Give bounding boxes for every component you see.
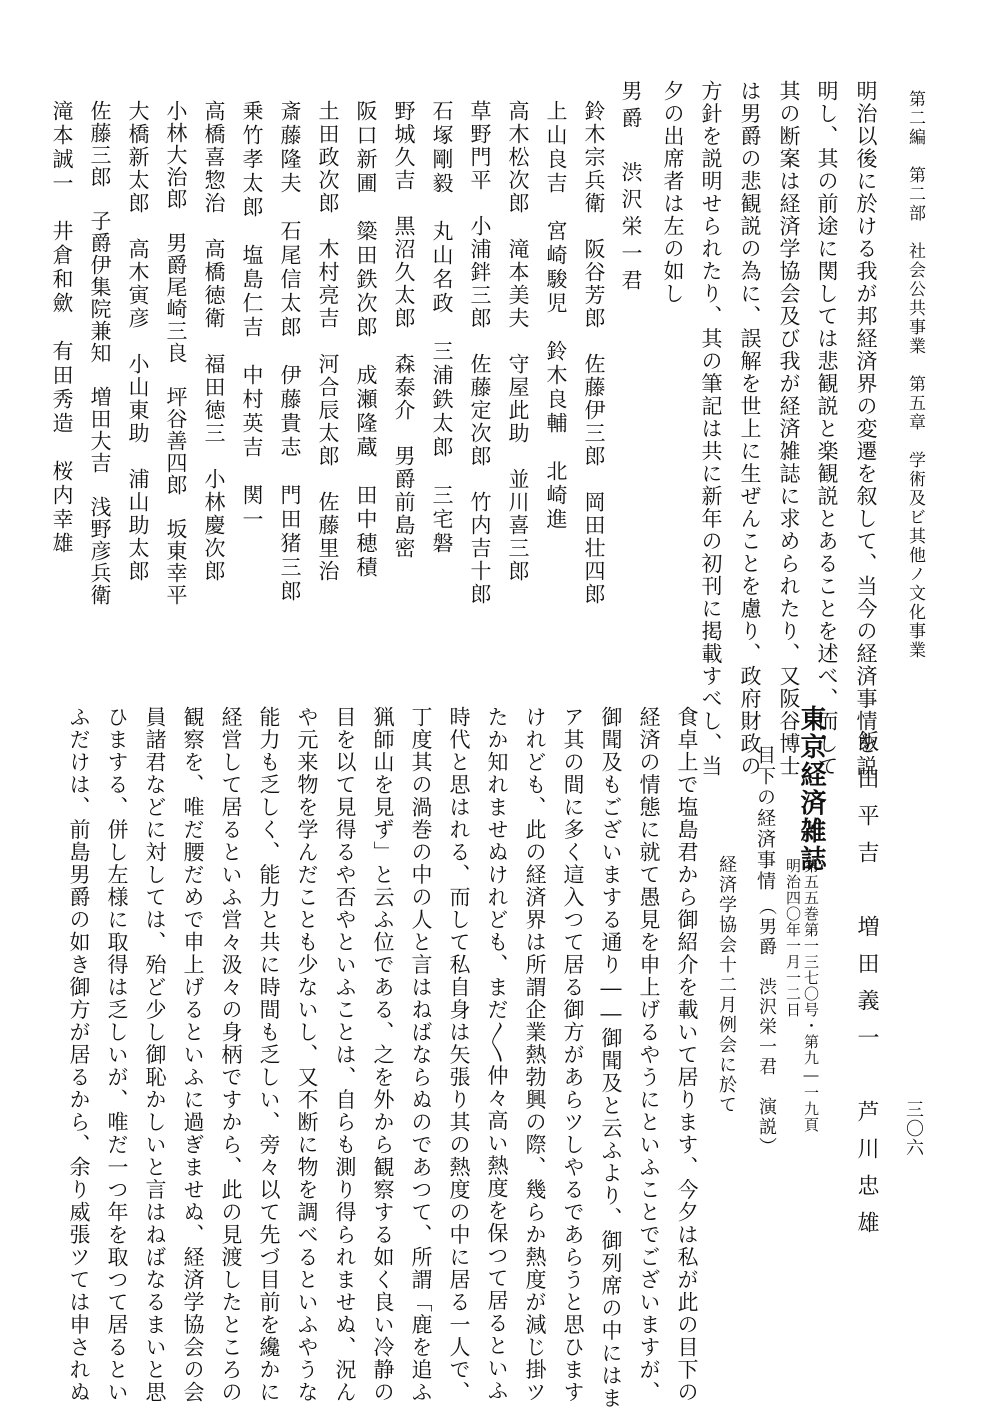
body-line: 猟師山を見ず」と云ふ位である、之を外から観察する如く良い冷静の xyxy=(371,706,395,1404)
attendee-column: 高木松次郎 滝本美夫 守屋此助 並川喜三郎 xyxy=(506,100,530,583)
page-number: 三〇六 xyxy=(903,1100,924,1157)
intro-line: 明治以後に於ける我が邦経済界の変遷を叙して、当今の経済事情を説 xyxy=(854,80,878,778)
attendee-column: 草野門平 小浦鉡三郎 佐藤定次郎 竹内吉十郎 xyxy=(468,100,492,606)
intro-line: 明し、其の前途に関しては悲観説と楽観説とあることを述べ、而して xyxy=(815,80,839,778)
body-line: けれども、此の経済界は所謂企業熱勃興の際、幾らか熱度が減じ掛ツ xyxy=(523,706,547,1404)
body-line: や元来物を学んだことも少ないし、又不断に物を調べるといふやうな xyxy=(295,706,319,1404)
body-line: 目を以て見得るや否やといふことは、自らも測り得られませぬ、況ん xyxy=(333,706,357,1404)
attendee-column: 斎藤隆夫 石尾信太郎 伊藤貴志 門田猪三郎 xyxy=(278,100,302,604)
body-line: 能力も乏しく、能力と共に時間も乏しい、旁々以て先づ目前を纔かに xyxy=(257,706,281,1404)
attendee-column: 乗竹孝太郎 塩島仁吉 中村英吉 関一 xyxy=(240,100,264,532)
article-title: 目下の経済事情 xyxy=(754,745,776,892)
article-venue: 経済学協会十二月例会に於て xyxy=(716,855,737,1115)
attendee-column: 佐藤三郎 子爵伊集院兼知 増田大吉 浅野彦兵衛 xyxy=(88,100,112,606)
body-line: 経済の情態に就て愚見を申上げるやうにといふことでございますが、 xyxy=(637,706,661,1404)
running-header: 第二編 第二部 社会公共事業 第五章 学術及ビ其他ノ文化事業 xyxy=(905,90,925,660)
attendee-column: 大橋新太郎 高木寅彦 小山東助 浦山助太郎 xyxy=(126,100,150,583)
journal-issue: 第五五巻第一三七〇号・第九―一九頁 xyxy=(802,858,820,1133)
body-line: 御聞及もございまする通り――御聞及と云ふより、御列席の中にはま xyxy=(599,706,623,1410)
intro-line: 夕の出席者は左の如し xyxy=(661,80,685,305)
authors-line: 飯田平吉 増田義一 芦川忠雄 xyxy=(854,730,879,1248)
attendee-column: 滝本誠一 井倉和歛 有田秀造 桜内幸雄 xyxy=(50,100,74,556)
body-line: 経営して居るといふ営々汲々の身柄ですから、此の見渡したところの xyxy=(219,706,243,1404)
body-line: 丁度其の渦巻の中の人と言はねばならぬのであつて、所謂「鹿を追ふ xyxy=(409,706,433,1404)
attendee-column: 男爵 渋沢栄一君 xyxy=(619,80,643,296)
journal-name: 東京経済雑誌 xyxy=(796,705,826,873)
journal-date: 明治四〇年一月一二日 xyxy=(784,858,802,1018)
body-line: たか知れませぬけれども、まだ〳〵仲々高い熱度を保つて居るといふ xyxy=(485,706,509,1402)
attendee-column: 土田政次郎 木村亮吉 河合辰太郎 佐藤里治 xyxy=(316,100,340,583)
attendee-column: 高橋喜惣治 高橋徳衛 福田徳三 小林慶次郎 xyxy=(202,100,226,583)
attendee-column: 小林大治郎 男爵尾崎三良 坪谷善四郎 坂東幸平 xyxy=(164,100,188,606)
body-line: 時代と思はれる、而して私自身は矢張り其の熱度の中に居る一人で、 xyxy=(447,706,471,1404)
intro-line: 方針を説明せられたり、其の筆記は共に新年の初刊に掲載すべし、当 xyxy=(699,80,723,778)
attendee-column: 石塚剛毅 丸山名政 三浦鉄太郎 三宅磐 xyxy=(430,100,454,556)
intro-line: 其の断案は経済学協会及び我が経済雑誌に求められたり、又阪谷博士 xyxy=(777,80,801,778)
body-line: ふだけは、前島男爵の如き御方が居るから、余り威張ツては申されぬ xyxy=(67,706,91,1404)
attendee-column: 鈴木宗兵衛 阪谷芳郎 佐藤伊三郎 岡田壮四郎 xyxy=(582,100,606,606)
body-line: 食卓上で塩島君から御紹介を載いて居ります、今夕は私が此の目下の xyxy=(675,706,699,1404)
attendee-column: 上山良吉 宮崎駿児 鈴木良輔 北崎進 xyxy=(544,100,568,532)
attendee-column: 阪口新圃 簗田鉄次郎 成瀬隆蔵 田中穂積 xyxy=(354,100,378,580)
body-line: ひまする、併し左様に取得は乏しいが、唯だ一つ年を取つて居るとい xyxy=(105,706,129,1404)
body-line: 観察を、唯だ腰だめで申上げるといふに過ぎませぬ、経済学協会の会 xyxy=(181,706,205,1404)
body-line: ア其の間に多く這入つて居る御方があらツしやるであらうと思ひます xyxy=(561,706,585,1404)
attendee-column: 野城久吉 黒沼久太郎 森泰介 男爵前島密 xyxy=(392,100,416,560)
body-line: 員諸君などに対しては、殆ど少し御恥かしいと言はねばなるまいと思 xyxy=(143,706,167,1404)
intro-line: は男爵の悲観説の為に、誤解を世上に生ぜんことを慮り、政府財政の xyxy=(738,80,762,778)
article-speaker: （男爵 渋沢栄一君 演説） xyxy=(756,897,777,1157)
